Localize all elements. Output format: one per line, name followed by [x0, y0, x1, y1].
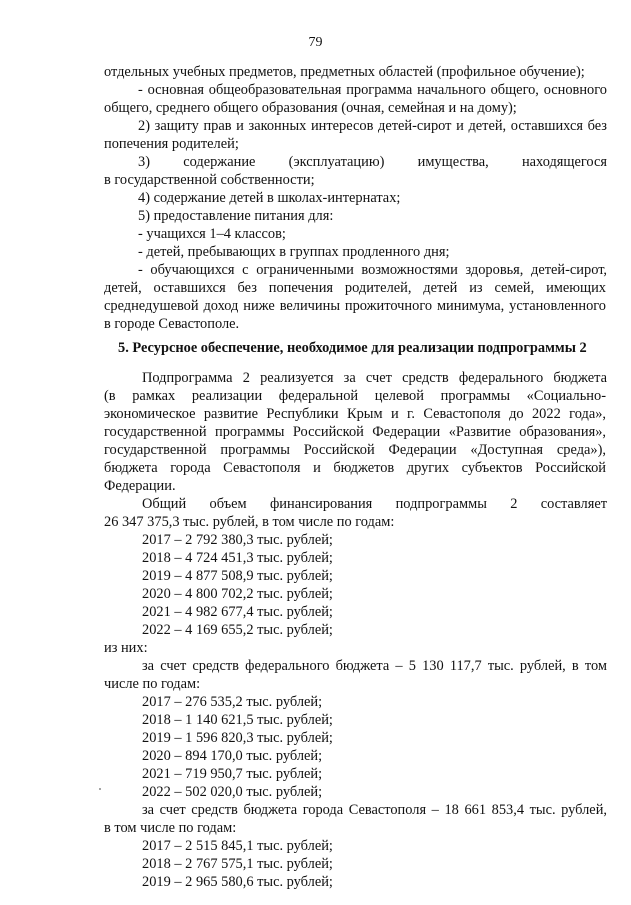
total-line: Общий объем финансирования подпрограммы 2 составляет: [142, 496, 607, 512]
paragraph-line: государственной программы Российской Федерации «Доступная среда»),: [104, 442, 606, 458]
paragraph-line: (в рамках реализации федеральной целевой программы «Социально-: [104, 388, 606, 404]
paragraph-line: Подпрограмма 2 реализуется за счет средств федерального бюджета: [142, 370, 607, 386]
paragraph-line: государственной программы Российской Федерации «Развитие образования»,: [104, 424, 606, 440]
year-amount: 2019 – 4 877 508,9 тыс. рублей;: [142, 568, 333, 584]
year-amount: 2019 – 2 965 580,6 тыс. рублей;: [142, 874, 333, 890]
paragraph-line: экономическое развитие Республики Крым и г. Севастополя до 2022 года»,: [104, 406, 606, 422]
year-amount: 2019 – 1 596 820,3 тыс. рублей;: [142, 730, 333, 746]
text-line: - основная общеобразовательная программа начального общего, основного: [138, 82, 607, 98]
year-amount: 2020 – 894 170,0 тыс. рублей;: [142, 748, 323, 764]
section-heading: 5. Ресурсное обеспечение, необходимое для реализации подпрограммы 2: [118, 340, 587, 356]
text-line: - обучающихся с ограниченными возможностями здоровья, детей-сирот,: [138, 262, 607, 278]
year-amount: 2017 – 2 792 380,3 тыс. рублей;: [142, 532, 333, 548]
paragraph-line: бюджета города Севастополя и бюджетов других субъектов Российской: [104, 460, 606, 476]
year-amount: 2018 – 4 724 451,3 тыс. рублей;: [142, 550, 333, 566]
year-amount: 2018 – 1 140 621,5 тыс. рублей;: [142, 712, 333, 728]
year-amount: 2021 – 719 950,7 тыс. рублей;: [142, 766, 323, 782]
year-amount: 2017 – 276 535,2 тыс. рублей;: [142, 694, 323, 710]
year-amount: 2021 – 4 982 677,4 тыс. рублей;: [142, 604, 333, 620]
page-number: 79: [308, 35, 323, 50]
total-line: 26 347 375,3 тыс. рублей, в том числе по годам:: [104, 514, 395, 530]
of-them-label: из них:: [104, 640, 148, 656]
text-line: 3) содержание (эксплуатацию) имущества, находящегося: [138, 154, 607, 170]
year-amount: 2018 – 2 767 575,1 тыс. рублей;: [142, 856, 333, 872]
year-amount: 2020 – 4 800 702,2 тыс. рублей;: [142, 586, 333, 602]
paragraph-line: Федерации.: [104, 478, 176, 494]
city-line: в том числе по годам:: [104, 820, 237, 836]
text-line: 4) содержание детей в школах-интернатах;: [138, 190, 401, 206]
text-line: общего, среднего общего образования (очная, семейная и на дому);: [104, 100, 517, 116]
text-line: 5) предоставление питания для:: [138, 208, 334, 224]
text-line: - детей, пребывающих в группах продленного дня;: [138, 244, 450, 260]
city-line: за счет средств бюджета города Севастополя – 18 661 853,4 тыс. рублей,: [142, 802, 607, 818]
federal-line: числе по годам:: [104, 676, 201, 692]
year-amount: 2017 – 2 515 845,1 тыс. рублей;: [142, 838, 333, 854]
year-amount: 2022 – 502 020,0 тыс. рублей;: [142, 784, 323, 800]
text-line: в государственной собственности;: [104, 172, 315, 188]
scan-speck: [99, 788, 101, 790]
text-line: отдельных учебных предметов, предметных областей (профильное обучение);: [104, 64, 585, 80]
text-line: попечения родителей;: [104, 136, 239, 152]
text-line: детей, оставшихся без попечения родителей, детей из семей, имеющих: [104, 280, 606, 296]
text-line: среднедушевой доход ниже величины прожиточного минимума, установленного: [104, 298, 606, 314]
text-line: в городе Севастополе.: [104, 316, 240, 332]
federal-line: за счет средств федерального бюджета – 5 130 117,7 тыс. рублей, в том: [142, 658, 607, 674]
text-line: - учащихся 1–4 классов;: [138, 226, 286, 242]
text-line: 2) защиту прав и законных интересов детей-сирот и детей, оставшихся без: [138, 118, 607, 134]
year-amount: 2022 – 4 169 655,2 тыс. рублей;: [142, 622, 333, 638]
